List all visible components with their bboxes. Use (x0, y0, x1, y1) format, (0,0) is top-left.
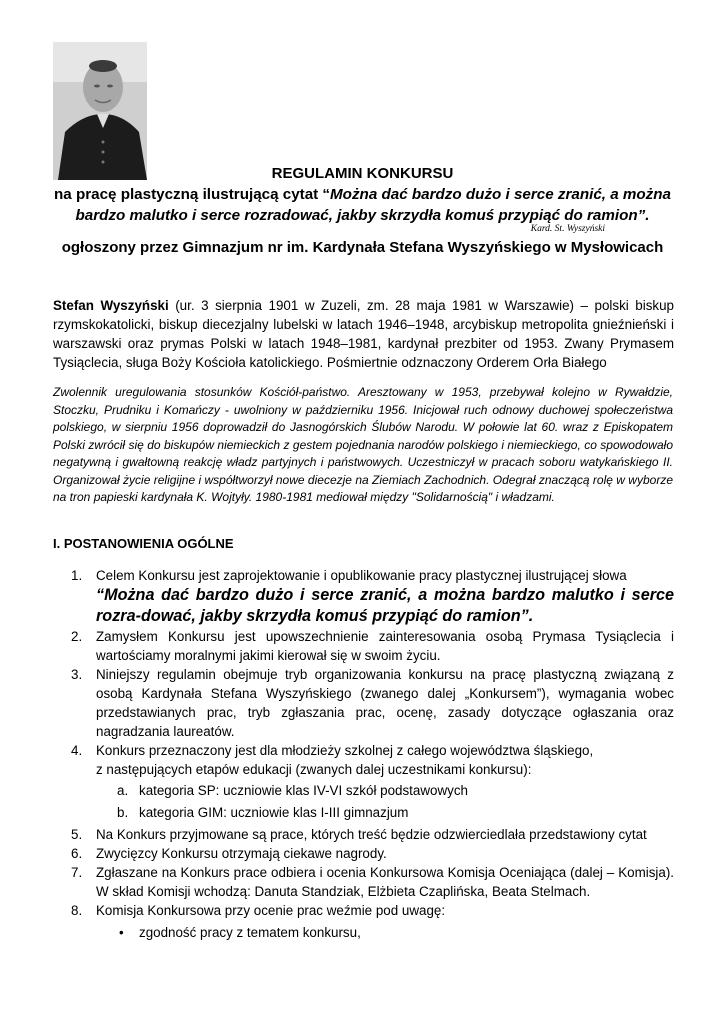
portrait-photo (53, 42, 147, 180)
list-item (53, 863, 674, 901)
document-title: REGULAMIN KONKURSU (271, 165, 454, 182)
list-item (53, 844, 674, 863)
quote-part-1: Można dać bardzo dużo i serce zranić, a można (330, 186, 671, 203)
sub-item-text: kategoria GIM: uczniowie klas I-III gimnazjum (139, 805, 409, 820)
item-text: Na Konkurs przyjmowane są prace, których treść będzie odzwierciedlała przedstawiony cytat (96, 827, 647, 842)
list-item (53, 627, 674, 665)
subtitle-line-2 (40, 207, 685, 224)
item-number: 5. (71, 827, 83, 842)
sub-item-text: kategoria SP: uczniowie klas IV-VI szkół podstawowych (139, 783, 468, 798)
list-item (53, 901, 674, 920)
list-item (53, 566, 674, 627)
biography-italic-paragraph: Zwolennik uregulowania stosunków Kościół-państwo. Aresztowany w 1953, przebywał kolejno w Rywałdzie, Stoczku, Prudniku i Komańczy - uwolniony w październiku 1956. Inicjował ruch odnowy duchowej społeczeństwa polskiego, w sierpniu 1956 doprowadził do Jasnogórskich Ślubów Narodu. W połowie lat 60. wraz z Episkopatem Polski zwrócił się do biskupów niemieckich z gestem pojednania narodów polskiego i niemieckiego, co spowodowało negatywną i gwałtowną reakcję władz partyjnych i państwowych. Uczestniczył w pracach soboru watykańskiego II. Organizował życie religijne i współtworzył nowe diecezje na Ziemiach Zachodnich. Odegrał znaczącą rolę w wyborze na tron papieski kardynała K. Wojtyły. 1980-1981 mediował między "Solidarnością" i władzami. (53, 385, 673, 504)
item-text: Konkurs przeznaczony jest dla młodzieży szkolnej z całego województwa śląskiego, (96, 743, 594, 758)
item-continuation: z następujących etapów edukacji (zwanych dalej uczestnikami konkursu): (96, 762, 532, 777)
bio-text: (ur. 3 sierpnia 1901 w Zuzeli, zm. 28 maja 1981 w Warszawie) – polski biskup rzymskokatolicki, biskup diecezjalny lubelski w latach 1946–1948, arcybiskup metropolita gnieźnieński i warszawski oraz prymas Polski w latach 1948–1981, kardynał prezbiter od 1953. Zwany Prymasem Tysiąclecia, sługa Boży Kościoła katolickiego. Pośmiertnie odznaczony Orderem Orła Białego (53, 298, 674, 370)
sub-item (53, 781, 674, 800)
quote-signature: Kard. St. Wyszyński (530, 224, 605, 234)
biography-paragraph (53, 296, 674, 372)
item-text: Zamysłem Konkursu jest upowszechnienie zainteresowania osobą Prymasa Tysiąclecia i wartościamy moralnymi jakimi kierował się w swoim życiu. (96, 629, 674, 663)
item-number: 8. (71, 903, 83, 918)
bullet-icon: • (119, 925, 124, 940)
sub-item-letter: b. (117, 805, 129, 820)
item-text: Zgłaszane na Konkurs prace odbiera i ocenia Konkursowa Komisja Oceniająca (dalej – Komisja). W skład Komisji wchodzą: Danuta Standziak, Elżbieta Czaplińska, Beata Stelmach. (96, 865, 674, 899)
item-number: 4. (71, 743, 83, 758)
organizer-line: ogłoszony przez Gimnazjum nr im. Kardynała Stefana Wyszyńskiego w Mysłowicach (61, 239, 664, 256)
item-text: Komisja Konkursowa przy ocenie prac weźmie pod uwagę: (96, 903, 446, 918)
list-item (53, 665, 674, 741)
item-number: 2. (71, 629, 83, 644)
item-number: 3. (71, 667, 83, 682)
section-heading: I. POSTANOWIENIA OGÓLNE (53, 536, 234, 551)
item-number: 6. (71, 846, 83, 861)
item-text: Celem Konkursu jest zaprojektowanie i opublikowanie pracy plastycznej ilustrującej słowa (96, 568, 627, 583)
list-item (53, 825, 674, 844)
subtitle-line-1 (40, 186, 685, 203)
subtitle-prefix: na pracę plastyczną ilustrującą cytat “ (54, 186, 331, 203)
bio-name: Stefan Wyszyński (53, 298, 169, 313)
rules-list (53, 566, 674, 942)
item-text: Niniejszy regulamin obejmuje tryb organizowania konkursu na pracę plastyczną związaną z osobą Kardynała Stefana Wyszyńskiego (zwanego dalej „Konkursem”), wymagania wobec przedstawianych prac, tryb zgłaszania prac, ocenę, zasady dotyczące ogłaszania oraz nagradzania laureatów. (96, 667, 674, 739)
item-number: 7. (71, 865, 83, 880)
item-quote: “Można dać bardzo dużo i serce zranić, a można bardzo malutko i serce rozra-dować, jakby skrzydła komuś przypiąć do ramion”. (96, 586, 674, 625)
portrait-figure-graphic (53, 42, 147, 180)
sub-item-letter: a. (117, 783, 129, 798)
bullet-text: zgodność pracy z tematem konkursu, (139, 925, 361, 940)
item-text: Zwycięzcy Konkursu otrzymają ciekawe nagrody. (96, 846, 387, 861)
sub-item (53, 803, 674, 822)
quote-part-2: bardzo malutko i serce rozradować, jakby skrzydła komuś przypiąć do ramion”. (75, 207, 650, 224)
item-number: 1. (71, 568, 83, 583)
list-item (53, 741, 674, 760)
bullet-item (53, 923, 674, 942)
